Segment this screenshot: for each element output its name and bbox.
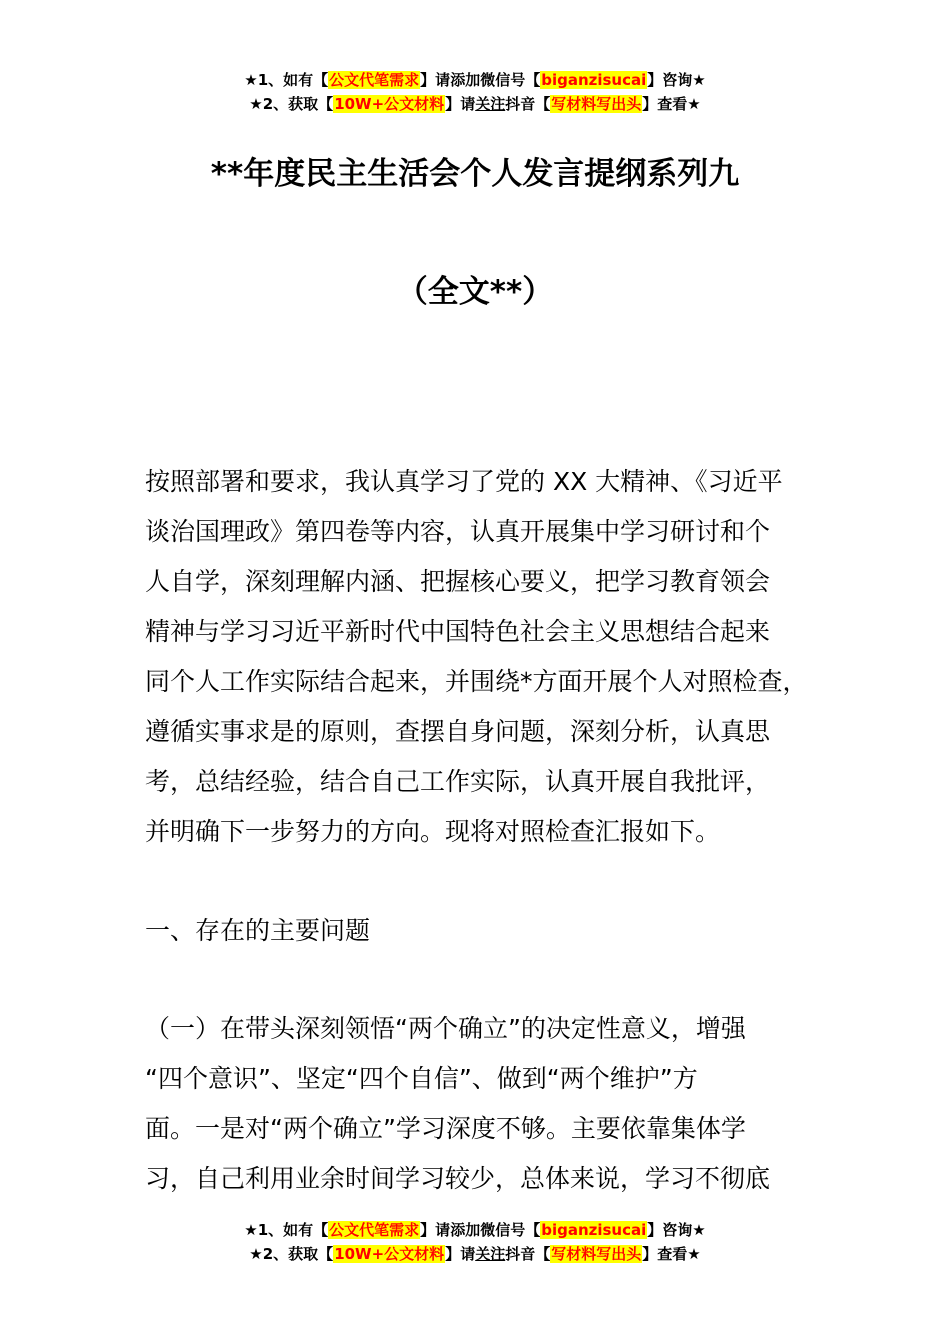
paragraph-line: 同个人工作实际结合起来，并围绕*方面开展个人对照检查， (145, 667, 808, 696)
promo-highlight: 公文代笔需求 (329, 71, 420, 89)
promo-text: ★1、如有【 (244, 1221, 329, 1239)
promo-banner-top (0, 68, 950, 116)
promo-text: 】请 (420, 71, 451, 89)
douyin-id-highlight: 写材料写出头 (551, 95, 642, 113)
paragraph-line: 人自学，深刻理解内涵、把握核心要义，把学习教育领会 (145, 567, 771, 596)
promo-highlight: 10W+公文材料 (334, 1245, 445, 1263)
promo-banner-bottom (0, 1218, 950, 1266)
promo-text: ★2、获取【 (249, 1245, 334, 1263)
douyin-id-highlight: 写材料写出头 (551, 1245, 642, 1263)
paragraph-line: 遵循实事求是的原则，查摆自身问题，深刻分析，认真思 (145, 717, 771, 746)
promo-text: 微信号【 (480, 71, 541, 89)
promo-line-2 (0, 92, 950, 116)
paragraph-line: “四个意识”、坚定“四个自信”、做到“两个维护”方 (145, 1064, 698, 1093)
promo-text: 】请 (445, 1245, 476, 1263)
promo-text: 微信号【 (480, 1221, 541, 1239)
promo-emphasis: 关注 (475, 1245, 506, 1263)
promo-highlight: 公文代笔需求 (329, 1221, 420, 1239)
promo-text: 】咨询★ (647, 71, 706, 89)
promo-text: 】请 (420, 1221, 451, 1239)
section-paragraph (145, 1004, 835, 1204)
promo-text: 】请 (445, 95, 476, 113)
section-heading: 一、存在的主要问题 (145, 916, 371, 945)
paragraph-line: 精神与学习习近平新时代中国特色社会主义思想结合起来 (145, 617, 771, 646)
promo-emphasis: 添加 (450, 71, 481, 89)
promo-text: 】查看★ (642, 1245, 701, 1263)
promo-text: ★2、获取【 (249, 95, 334, 113)
paragraph-line: 并明确下一步努力的方向。现将对照检查汇报如下。 (145, 817, 721, 846)
paragraph-line: 面。一是对“两个确立”学习深度不够。主要依靠集体学 (145, 1114, 746, 1143)
paragraph-line: （一）在带头深刻领悟“两个确立”的决定性意义，增强 (145, 1014, 746, 1043)
promo-text: ★1、如有【 (244, 71, 329, 89)
promo-line-1 (0, 1218, 950, 1242)
paragraph-line: 谈治国理政》第四卷等内容，认真开展集中学习研讨和个 (145, 517, 771, 546)
wechat-id-highlight: biganzisucai (541, 71, 647, 89)
document-title: **年度民主生活会个人发言提纲系列九 (210, 156, 740, 192)
paragraph-line: 考，总结经验，结合自己工作实际，认真开展自我批评， (145, 767, 771, 796)
promo-line-1 (0, 68, 950, 92)
promo-text: 】咨询★ (647, 1221, 706, 1239)
document-title-continued: （全文**） (396, 274, 554, 310)
paragraph-line: 习，自己利用业余时间学习较少，总体来说，学习不彻底 (145, 1164, 771, 1193)
promo-line-2 (0, 1242, 950, 1266)
wechat-id-highlight: biganzisucai (541, 1221, 647, 1239)
promo-text: 】查看★ (642, 95, 701, 113)
promo-highlight: 10W+公文材料 (334, 95, 445, 113)
promo-emphasis: 添加 (450, 1221, 481, 1239)
promo-text: 抖音【 (505, 1245, 551, 1263)
promo-emphasis: 关注 (475, 95, 506, 113)
paragraph-line: 按照部署和要求，我认真学习了党的 XX 大精神、《习近平 (145, 467, 783, 496)
promo-text: 抖音【 (505, 95, 551, 113)
intro-paragraph (145, 457, 835, 857)
